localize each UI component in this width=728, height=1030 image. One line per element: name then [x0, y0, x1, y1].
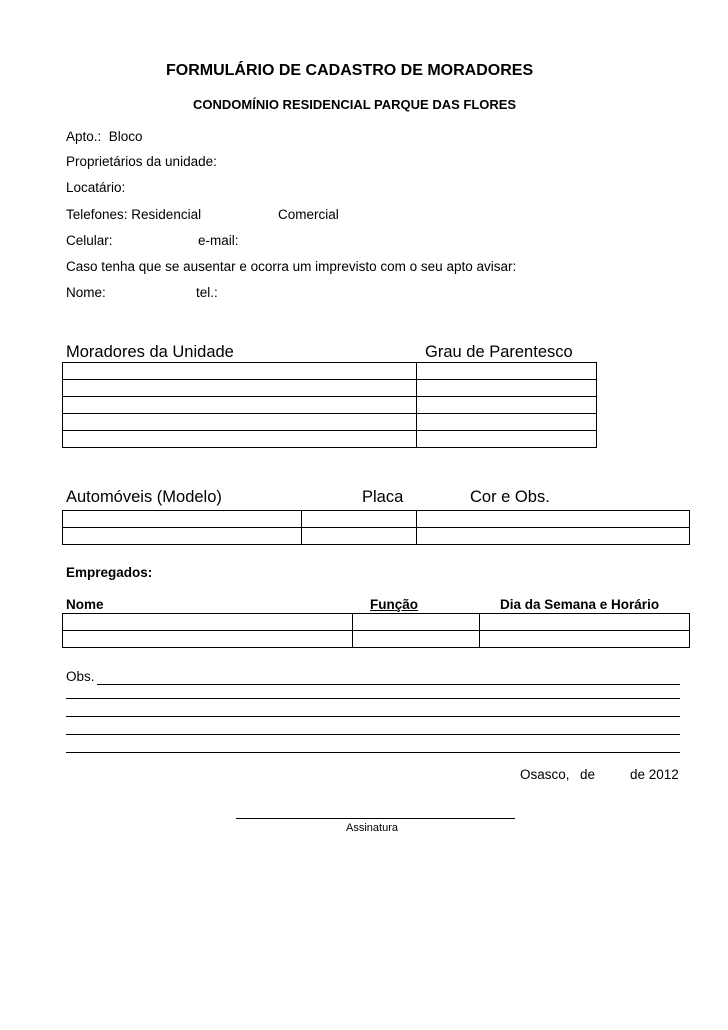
table-row — [63, 528, 690, 545]
parentesco-header: Grau de Parentesco — [425, 343, 573, 361]
de-label: de — [580, 767, 596, 782]
form-subtitle: CONDOMÍNIO RESIDENCIAL PARQUE DAS FLORES — [193, 97, 517, 112]
table-row — [63, 363, 597, 380]
empregado-nome-header: Nome — [66, 597, 104, 612]
celular-label: Celular: — [66, 233, 113, 248]
morador-cell[interactable] — [63, 431, 417, 448]
cor-obs-header: Cor e Obs. — [470, 488, 550, 506]
automoveis-table — [62, 510, 690, 545]
signature-label: Assinatura — [346, 822, 398, 834]
morador-cell[interactable] — [63, 380, 417, 397]
funcao-cell[interactable] — [353, 614, 480, 631]
proprietarios-label: Proprietários da unidade: — [66, 154, 217, 169]
form-title: FORMULÁRIO DE CADASTRO DE MORADORES — [166, 62, 534, 79]
morador-cell[interactable] — [63, 363, 417, 380]
horario-cell[interactable] — [480, 614, 690, 631]
table-row — [63, 414, 597, 431]
ausencia-text: Caso tenha que se ausentar e ocorra um imprevisto com o seu apto avisar: — [66, 259, 517, 274]
table-row — [63, 431, 597, 448]
modelo-cell[interactable] — [63, 511, 302, 528]
parentesco-cell[interactable] — [417, 397, 597, 414]
placa-header: Placa — [362, 488, 404, 506]
obs-line[interactable] — [66, 752, 680, 753]
obs-line[interactable] — [66, 716, 680, 717]
apto-text: Apto.: — [66, 129, 102, 144]
obs-line[interactable] — [66, 698, 680, 699]
telefone-residencial-label: Telefones: Residencial — [66, 207, 202, 222]
table-row — [63, 511, 690, 528]
apto-label — [66, 129, 143, 144]
table-row — [63, 397, 597, 414]
parentesco-cell[interactable] — [417, 414, 597, 431]
parentesco-cell[interactable] — [417, 380, 597, 397]
obs-line[interactable] — [66, 734, 680, 735]
cor-cell[interactable] — [417, 511, 690, 528]
placa-cell[interactable] — [302, 511, 417, 528]
contato-nome-label: Nome: — [66, 285, 106, 300]
moradores-header: Moradores da Unidade — [66, 343, 234, 361]
table-row — [63, 380, 597, 397]
funcao-header: Função — [370, 597, 419, 612]
locatario-label: Locatário: — [66, 180, 126, 195]
funcao-cell[interactable] — [353, 631, 480, 648]
morador-cell[interactable] — [63, 414, 417, 431]
parentesco-cell[interactable] — [417, 363, 597, 380]
obs-label: Obs. — [66, 669, 95, 684]
cor-cell[interactable] — [417, 528, 690, 545]
table-row — [63, 614, 690, 631]
placa-cell[interactable] — [302, 528, 417, 545]
signature-line[interactable] — [236, 818, 515, 819]
table-row — [63, 631, 690, 648]
obs-line[interactable] — [97, 684, 680, 685]
parentesco-cell[interactable] — [417, 431, 597, 448]
modelo-cell[interactable] — [63, 528, 302, 545]
morador-cell[interactable] — [63, 397, 417, 414]
empregado-cell[interactable] — [63, 631, 353, 648]
automoveis-header: Automóveis (Modelo) — [66, 488, 222, 506]
email-label: e-mail: — [198, 233, 239, 248]
year-label: de 2012 — [630, 767, 679, 782]
empregados-heading: Empregados: — [66, 565, 153, 580]
horario-cell[interactable] — [480, 631, 690, 648]
telefone-comercial-label: Comercial — [278, 207, 339, 222]
horario-header: Dia da Semana e Horário — [500, 597, 660, 612]
contato-tel-label: tel.: — [196, 285, 218, 300]
moradores-table — [62, 362, 597, 448]
bloco-text: Bloco — [108, 129, 143, 144]
empregados-table — [62, 613, 690, 648]
city-label: Osasco, — [520, 767, 570, 782]
empregado-cell[interactable] — [63, 614, 353, 631]
